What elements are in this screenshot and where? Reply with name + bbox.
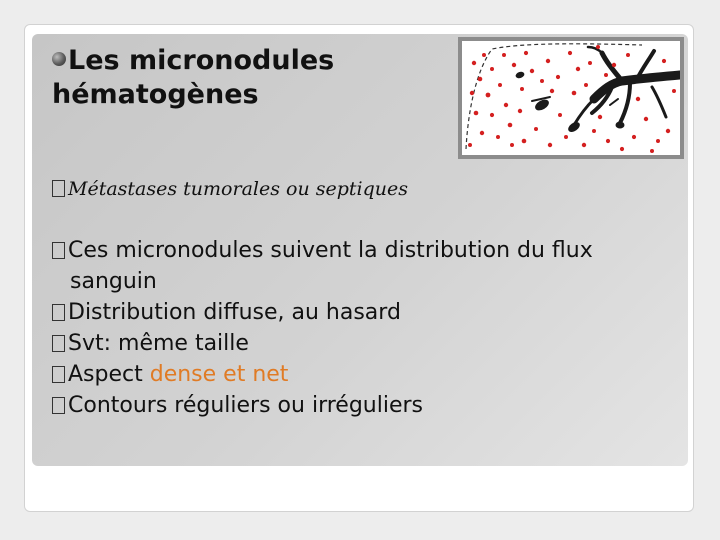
checkbox-glyph-icon — [52, 335, 65, 352]
micronodules — [468, 45, 676, 153]
title-line-2: hématogènes — [52, 79, 259, 110]
vessel-tree — [515, 47, 680, 133]
bullet-text: Svt: même taille — [68, 331, 249, 356]
bullet-text: Aspect — [68, 362, 150, 387]
checkbox-glyph-icon — [52, 180, 65, 197]
bullet-text: Ces micronodules suivent la distribution du flux sanguin — [68, 238, 593, 294]
checkbox-glyph-icon — [52, 304, 65, 321]
bullet-accent-text: dense et net — [149, 362, 289, 387]
illustration-svg — [462, 41, 680, 155]
checkbox-glyph-icon — [52, 366, 65, 383]
bullet-item — [52, 328, 652, 359]
bullet-item — [52, 390, 652, 421]
checkbox-glyph-icon — [52, 397, 65, 414]
bullet-list — [52, 235, 652, 421]
slide-subtitle — [52, 178, 408, 200]
bullet-item — [52, 359, 652, 390]
bullet-text: Contours réguliers ou irréguliers — [68, 393, 423, 418]
subtitle-text: Métastases tumorales ou septiques — [68, 178, 408, 200]
lung-micronodules-illustration — [458, 37, 684, 159]
checkbox-glyph-icon — [52, 242, 65, 259]
bullet-item — [52, 235, 652, 297]
bullet-item — [52, 297, 652, 328]
pleura-outline — [466, 44, 642, 149]
title-bullet-icon — [52, 52, 66, 66]
slide-title — [52, 44, 452, 112]
bullet-text: Distribution diffuse, au hasard — [68, 300, 401, 325]
title-line-1: Les micronodules — [68, 45, 335, 76]
